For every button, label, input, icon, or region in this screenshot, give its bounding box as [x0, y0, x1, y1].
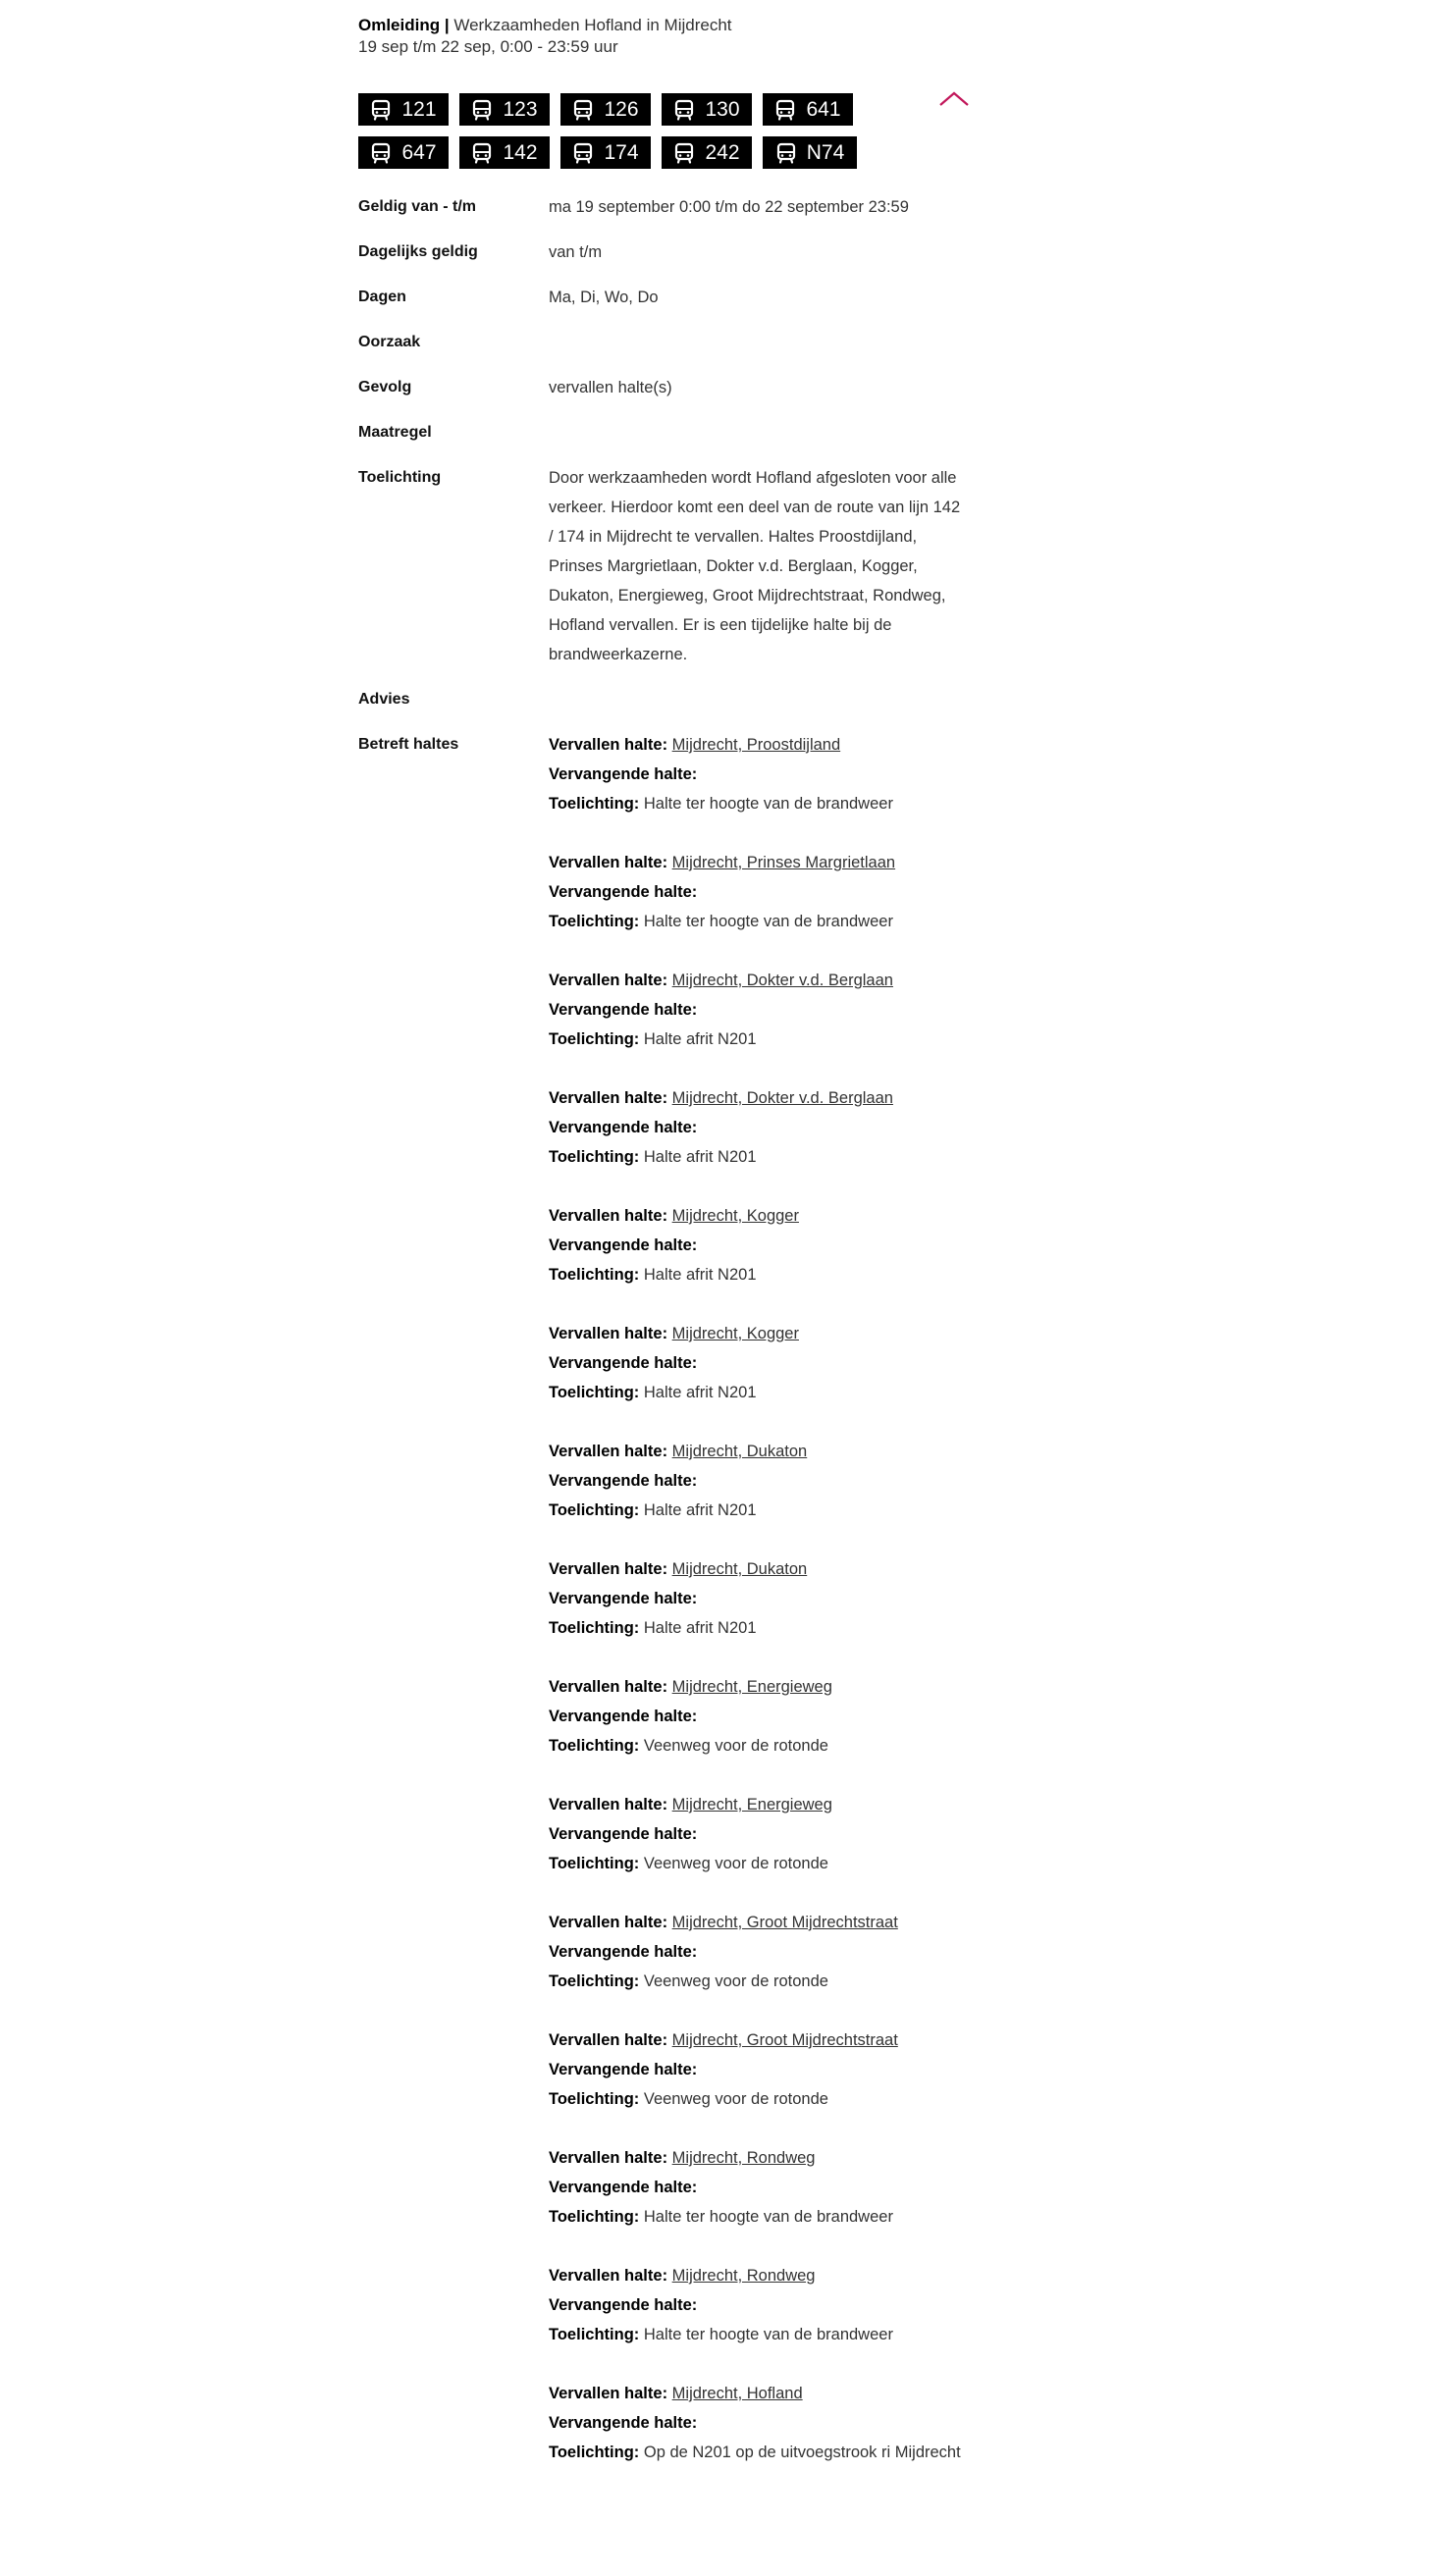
stop-note-line: [549, 1025, 961, 1054]
cancelled-stop-label: Vervallen halte:: [549, 972, 668, 989]
stop-note-value: Halte ter hoogte van de brandweer: [643, 2326, 893, 2343]
stop-note-label: Toelichting:: [549, 1855, 640, 1872]
field-label: Gevolg: [358, 379, 412, 395]
replacement-stop-label: Vervangende halte:: [549, 1119, 698, 1136]
stop-note-label: Toelichting:: [549, 1972, 640, 1990]
field-betreft: [358, 730, 977, 2497]
cancelled-stop-value[interactable]: Mijdrecht, Rondweg: [671, 2149, 816, 2167]
cancelled-stop-value[interactable]: Mijdrecht, Kogger: [671, 1325, 799, 1342]
field-value: ma 19 september 0:00 t/m do 22 september 23:59: [549, 198, 909, 216]
cancelled-stop-value[interactable]: Mijdrecht, Dukaton: [671, 1560, 808, 1578]
cancelled-stop-line: [549, 730, 961, 760]
replacement-stop-label: Vervangende halte:: [549, 2296, 698, 2314]
replacement-stop-line: [549, 1819, 961, 1849]
cancelled-stop-line: [549, 848, 961, 877]
replacement-stop-label: Vervangende halte:: [549, 1236, 698, 1254]
line-badges: [358, 93, 908, 169]
cancelled-stop-line: [549, 1201, 961, 1231]
stop-note-line: [549, 2320, 961, 2349]
cancelled-stop-label: Vervallen halte:: [549, 1443, 668, 1460]
stop-note-label: Toelichting:: [549, 795, 640, 813]
line-badge[interactable]: [662, 136, 752, 169]
field-maatregel: [358, 418, 977, 447]
stop-entry: [549, 2261, 961, 2349]
cancelled-stop-line: [549, 1908, 961, 1937]
affected-stops-list: [549, 730, 961, 2497]
cancelled-stop-label: Vervallen halte:: [549, 2267, 668, 2285]
bus-icon: [572, 99, 594, 121]
stop-note-line: [549, 1613, 961, 1643]
cancelled-stop-label: Vervallen halte:: [549, 1914, 668, 1931]
replacement-stop-label: Vervangende halte:: [549, 1472, 698, 1490]
stop-note-label: Toelichting:: [549, 1148, 640, 1166]
replacement-stop-line: [549, 1702, 961, 1731]
line-badge[interactable]: [763, 136, 857, 169]
field-value: van t/m: [549, 243, 603, 261]
bus-icon: [370, 99, 392, 121]
stop-entry: [549, 848, 961, 936]
line-number: 123: [503, 97, 538, 121]
line-number: 242: [705, 140, 740, 164]
cancelled-stop-line: [549, 1437, 961, 1466]
stop-note-label: Toelichting:: [549, 2208, 640, 2226]
stop-note-value: Halte ter hoogte van de brandweer: [643, 2208, 893, 2226]
stop-note-label: Toelichting:: [549, 2326, 640, 2343]
replacement-stop-label: Vervangende halte:: [549, 1943, 698, 1961]
cancelled-stop-value[interactable]: Mijdrecht, Rondweg: [671, 2267, 816, 2285]
stop-note-label: Toelichting:: [549, 913, 640, 930]
bus-icon: [370, 142, 392, 164]
cancelled-stop-label: Vervallen halte:: [549, 2385, 668, 2402]
cancelled-stop-line: [549, 2379, 961, 2408]
cancelled-stop-value[interactable]: Mijdrecht, Dukaton: [671, 1443, 808, 1460]
line-badge[interactable]: [459, 93, 550, 126]
details-list: [358, 192, 977, 2497]
stop-note-line: [549, 2438, 961, 2467]
stop-note-label: Toelichting:: [549, 1266, 640, 1284]
replacement-stop-label: Vervangende halte:: [549, 2061, 698, 2078]
line-badge[interactable]: [763, 93, 853, 126]
disruption-panel: [358, 15, 977, 2512]
stop-note-label: Toelichting:: [549, 1501, 640, 1519]
replacement-stop-line: [549, 1231, 961, 1260]
field-geldig: [358, 192, 977, 222]
stop-entry: [549, 1672, 961, 1761]
replacement-stop-line: [549, 1937, 961, 1967]
stop-note-value: Halte afrit N201: [643, 1148, 757, 1166]
stop-note-line: [549, 2202, 961, 2232]
replacement-stop-line: [549, 1466, 961, 1496]
bus-icon: [775, 142, 797, 164]
stop-note-label: Toelichting:: [549, 2090, 640, 2108]
field-label: Oorzaak: [358, 334, 421, 350]
stop-note-line: [549, 789, 961, 818]
stop-note-line: [549, 1142, 961, 1172]
stop-note-line: [549, 1967, 961, 1996]
stop-note-label: Toelichting:: [549, 2444, 640, 2461]
cancelled-stop-line: [549, 1319, 961, 1348]
replacement-stop-line: [549, 995, 961, 1025]
replacement-stop-line: [549, 1584, 961, 1613]
replacement-stop-line: [549, 2055, 961, 2084]
field-label: Dagen: [358, 289, 406, 305]
disruption-title: [358, 15, 977, 36]
field-label: Geldig van - t/m: [358, 198, 477, 215]
field-dagelijks: [358, 237, 977, 267]
cancelled-stop-label: Vervallen halte:: [549, 854, 668, 871]
stop-note-line: [549, 1731, 961, 1761]
stop-note-line: [549, 2084, 961, 2114]
stop-entry: [549, 1083, 961, 1172]
stop-note-value: Op de N201 op de uitvoegstrook ri Mijdrecht: [643, 2444, 961, 2461]
cancelled-stop-line: [549, 1554, 961, 1584]
stop-note-value: Halte afrit N201: [643, 1266, 757, 1284]
line-number: 121: [401, 97, 437, 121]
stop-entry: [549, 1319, 961, 1407]
line-badge[interactable]: [459, 136, 550, 169]
line-number: N74: [806, 140, 845, 164]
collapse-button[interactable]: [936, 83, 972, 113]
cancelled-stop-line: [549, 2261, 961, 2290]
field-label: Dagelijks geldig: [358, 243, 478, 260]
line-number: 130: [705, 97, 740, 121]
stop-note-value: Veenweg voor de rotonde: [643, 1972, 828, 1990]
cancelled-stop-label: Vervallen halte:: [549, 2149, 668, 2167]
stop-note-label: Toelichting:: [549, 1384, 640, 1401]
replacement-stop-label: Vervangende halte:: [549, 1825, 698, 1843]
cancelled-stop-label: Vervallen halte:: [549, 1089, 668, 1107]
line-badge[interactable]: [358, 93, 449, 126]
replacement-stop-label: Vervangende halte:: [549, 1708, 698, 1725]
stop-note-line: [549, 1849, 961, 1878]
stop-entry: [549, 2143, 961, 2232]
stop-note-line: [549, 907, 961, 936]
cancelled-stop-label: Vervallen halte:: [549, 1325, 668, 1342]
replacement-stop-label: Vervangende halte:: [549, 2179, 698, 2196]
field-dagen: [358, 283, 977, 312]
line-badge[interactable]: [560, 93, 651, 126]
stop-entry: [549, 966, 961, 1054]
stop-note-value: Halte ter hoogte van de brandweer: [643, 795, 893, 813]
field-gevolg: [358, 373, 977, 402]
cancelled-stop-value[interactable]: Mijdrecht, Kogger: [671, 1207, 799, 1225]
stop-entry: [549, 730, 961, 818]
replacement-stop-line: [549, 2173, 961, 2202]
bus-icon: [471, 99, 493, 121]
field-advies: [358, 685, 977, 714]
replacement-stop-line: [549, 877, 961, 907]
stop-note-line: [549, 1378, 961, 1407]
field-toelichting: [358, 463, 977, 669]
stop-note-label: Toelichting:: [549, 1619, 640, 1637]
disruption-type: Omleiding |: [358, 16, 450, 34]
replacement-stop-line: [549, 2408, 961, 2438]
cancelled-stop-value[interactable]: Mijdrecht, Energieweg: [671, 1678, 832, 1696]
cancelled-stop-line: [549, 1672, 961, 1702]
line-badge[interactable]: [358, 136, 449, 169]
cancelled-stop-line: [549, 2143, 961, 2173]
line-badge[interactable]: [560, 136, 651, 169]
stop-entry: [549, 2379, 961, 2467]
replacement-stop-line: [549, 2290, 961, 2320]
field-value: vervallen halte(s): [549, 379, 672, 396]
field-value: [549, 418, 961, 447]
cancelled-stop-label: Vervallen halte:: [549, 736, 668, 754]
replacement-stop-line: [549, 760, 961, 789]
disruption-dates: 19 sep t/m 22 sep, 0:00 - 23:59 uur: [358, 37, 618, 56]
field-value: Ma, Di, Wo, Do: [549, 289, 659, 306]
cancelled-stop-value[interactable]: Mijdrecht, Groot Mijdrechtstraat: [671, 1914, 898, 1931]
cancelled-stop-value[interactable]: Mijdrecht, Energieweg: [671, 1796, 832, 1814]
cancelled-stop-value[interactable]: Mijdrecht, Prinses Margrietlaan: [671, 854, 896, 871]
line-number: 641: [806, 97, 841, 121]
field-value: [549, 685, 961, 714]
stop-note-label: Toelichting:: [549, 1737, 640, 1755]
replacement-stop-label: Vervangende halte:: [549, 1354, 698, 1372]
stop-note-value: Halte ter hoogte van de brandweer: [643, 913, 893, 930]
replacement-stop-label: Vervangende halte:: [549, 2414, 698, 2432]
stop-note-line: [549, 1496, 961, 1525]
stop-note-line: [549, 1260, 961, 1289]
stop-note-value: Veenweg voor de rotonde: [643, 1737, 828, 1755]
replacement-stop-line: [549, 1348, 961, 1378]
stop-note-value: Veenweg voor de rotonde: [643, 1855, 828, 1872]
line-number: 647: [401, 140, 437, 164]
field-label: Maatregel: [358, 424, 432, 441]
field-label: Advies: [358, 691, 410, 708]
field-label: Betreft haltes: [358, 736, 459, 753]
cancelled-stop-line: [549, 2025, 961, 2055]
stop-note-value: Veenweg voor de rotonde: [643, 2090, 828, 2108]
cancelled-stop-value[interactable]: Mijdrecht, Groot Mijdrechtstraat: [671, 2031, 898, 2049]
stop-note-value: Halte afrit N201: [643, 1030, 757, 1048]
replacement-stop-label: Vervangende halte:: [549, 1590, 698, 1607]
bus-icon: [673, 142, 695, 164]
bus-icon: [673, 99, 695, 121]
disruption-name: Werkzaamheden Hofland in Mijdrecht: [453, 16, 732, 34]
stop-entry: [549, 1201, 961, 1289]
stop-entry: [549, 1790, 961, 1878]
stop-note-value: Halte afrit N201: [643, 1501, 757, 1519]
cancelled-stop-line: [549, 966, 961, 995]
replacement-stop-label: Vervangende halte:: [549, 883, 698, 901]
cancelled-stop-value[interactable]: Mijdrecht, Hofland: [671, 2385, 803, 2402]
cancelled-stop-label: Vervallen halte:: [549, 2031, 668, 2049]
stop-entry: [549, 1908, 961, 1996]
line-number: 126: [604, 97, 639, 121]
field-label: Toelichting: [358, 469, 442, 486]
field-value: [549, 328, 961, 357]
cancelled-stop-label: Vervallen halte:: [549, 1207, 668, 1225]
bus-icon: [572, 142, 594, 164]
bus-icon: [774, 99, 796, 121]
field-value: Door werkzaamheden wordt Hofland afgesloten voor alle verkeer. Hierdoor komt een deel van de route van lijn 142 / 174 in Mijdrecht te vervallen. Haltes Proostdijland, Prinses Margrietlaan, Dokter v.d. Berglaan, Kogger, Dukaton, Energieweg, Groot Mijdrechtstraat, Rondweg, Hofland vervallen. Er is een tijdelijke halte bij de brandweerkazerne.: [549, 469, 961, 663]
cancelled-stop-label: Vervallen halte:: [549, 1796, 668, 1814]
cancelled-stop-line: [549, 1790, 961, 1819]
stop-entry: [549, 2025, 961, 2114]
stop-entry: [549, 1554, 961, 1643]
stop-note-value: Halte afrit N201: [643, 1619, 757, 1637]
replacement-stop-label: Vervangende halte:: [549, 1001, 698, 1019]
cancelled-stop-value[interactable]: Mijdrecht, Dokter v.d. Berglaan: [671, 972, 893, 989]
cancelled-stop-line: [549, 1083, 961, 1113]
cancelled-stop-label: Vervallen halte:: [549, 1560, 668, 1578]
cancelled-stop-value[interactable]: Mijdrecht, Proostdijland: [671, 736, 841, 754]
field-oorzaak: [358, 328, 977, 357]
line-number: 174: [604, 140, 639, 164]
stop-note-label: Toelichting:: [549, 1030, 640, 1048]
cancelled-stop-label: Vervallen halte:: [549, 1678, 668, 1696]
line-number: 142: [503, 140, 538, 164]
replacement-stop-line: [549, 1113, 961, 1142]
stop-note-value: Halte afrit N201: [643, 1384, 757, 1401]
bus-icon: [471, 142, 493, 164]
stop-entry: [549, 1437, 961, 1525]
line-badge[interactable]: [662, 93, 752, 126]
replacement-stop-label: Vervangende halte:: [549, 765, 698, 783]
chevron-up-icon: [936, 83, 972, 113]
cancelled-stop-value[interactable]: Mijdrecht, Dokter v.d. Berglaan: [671, 1089, 893, 1107]
